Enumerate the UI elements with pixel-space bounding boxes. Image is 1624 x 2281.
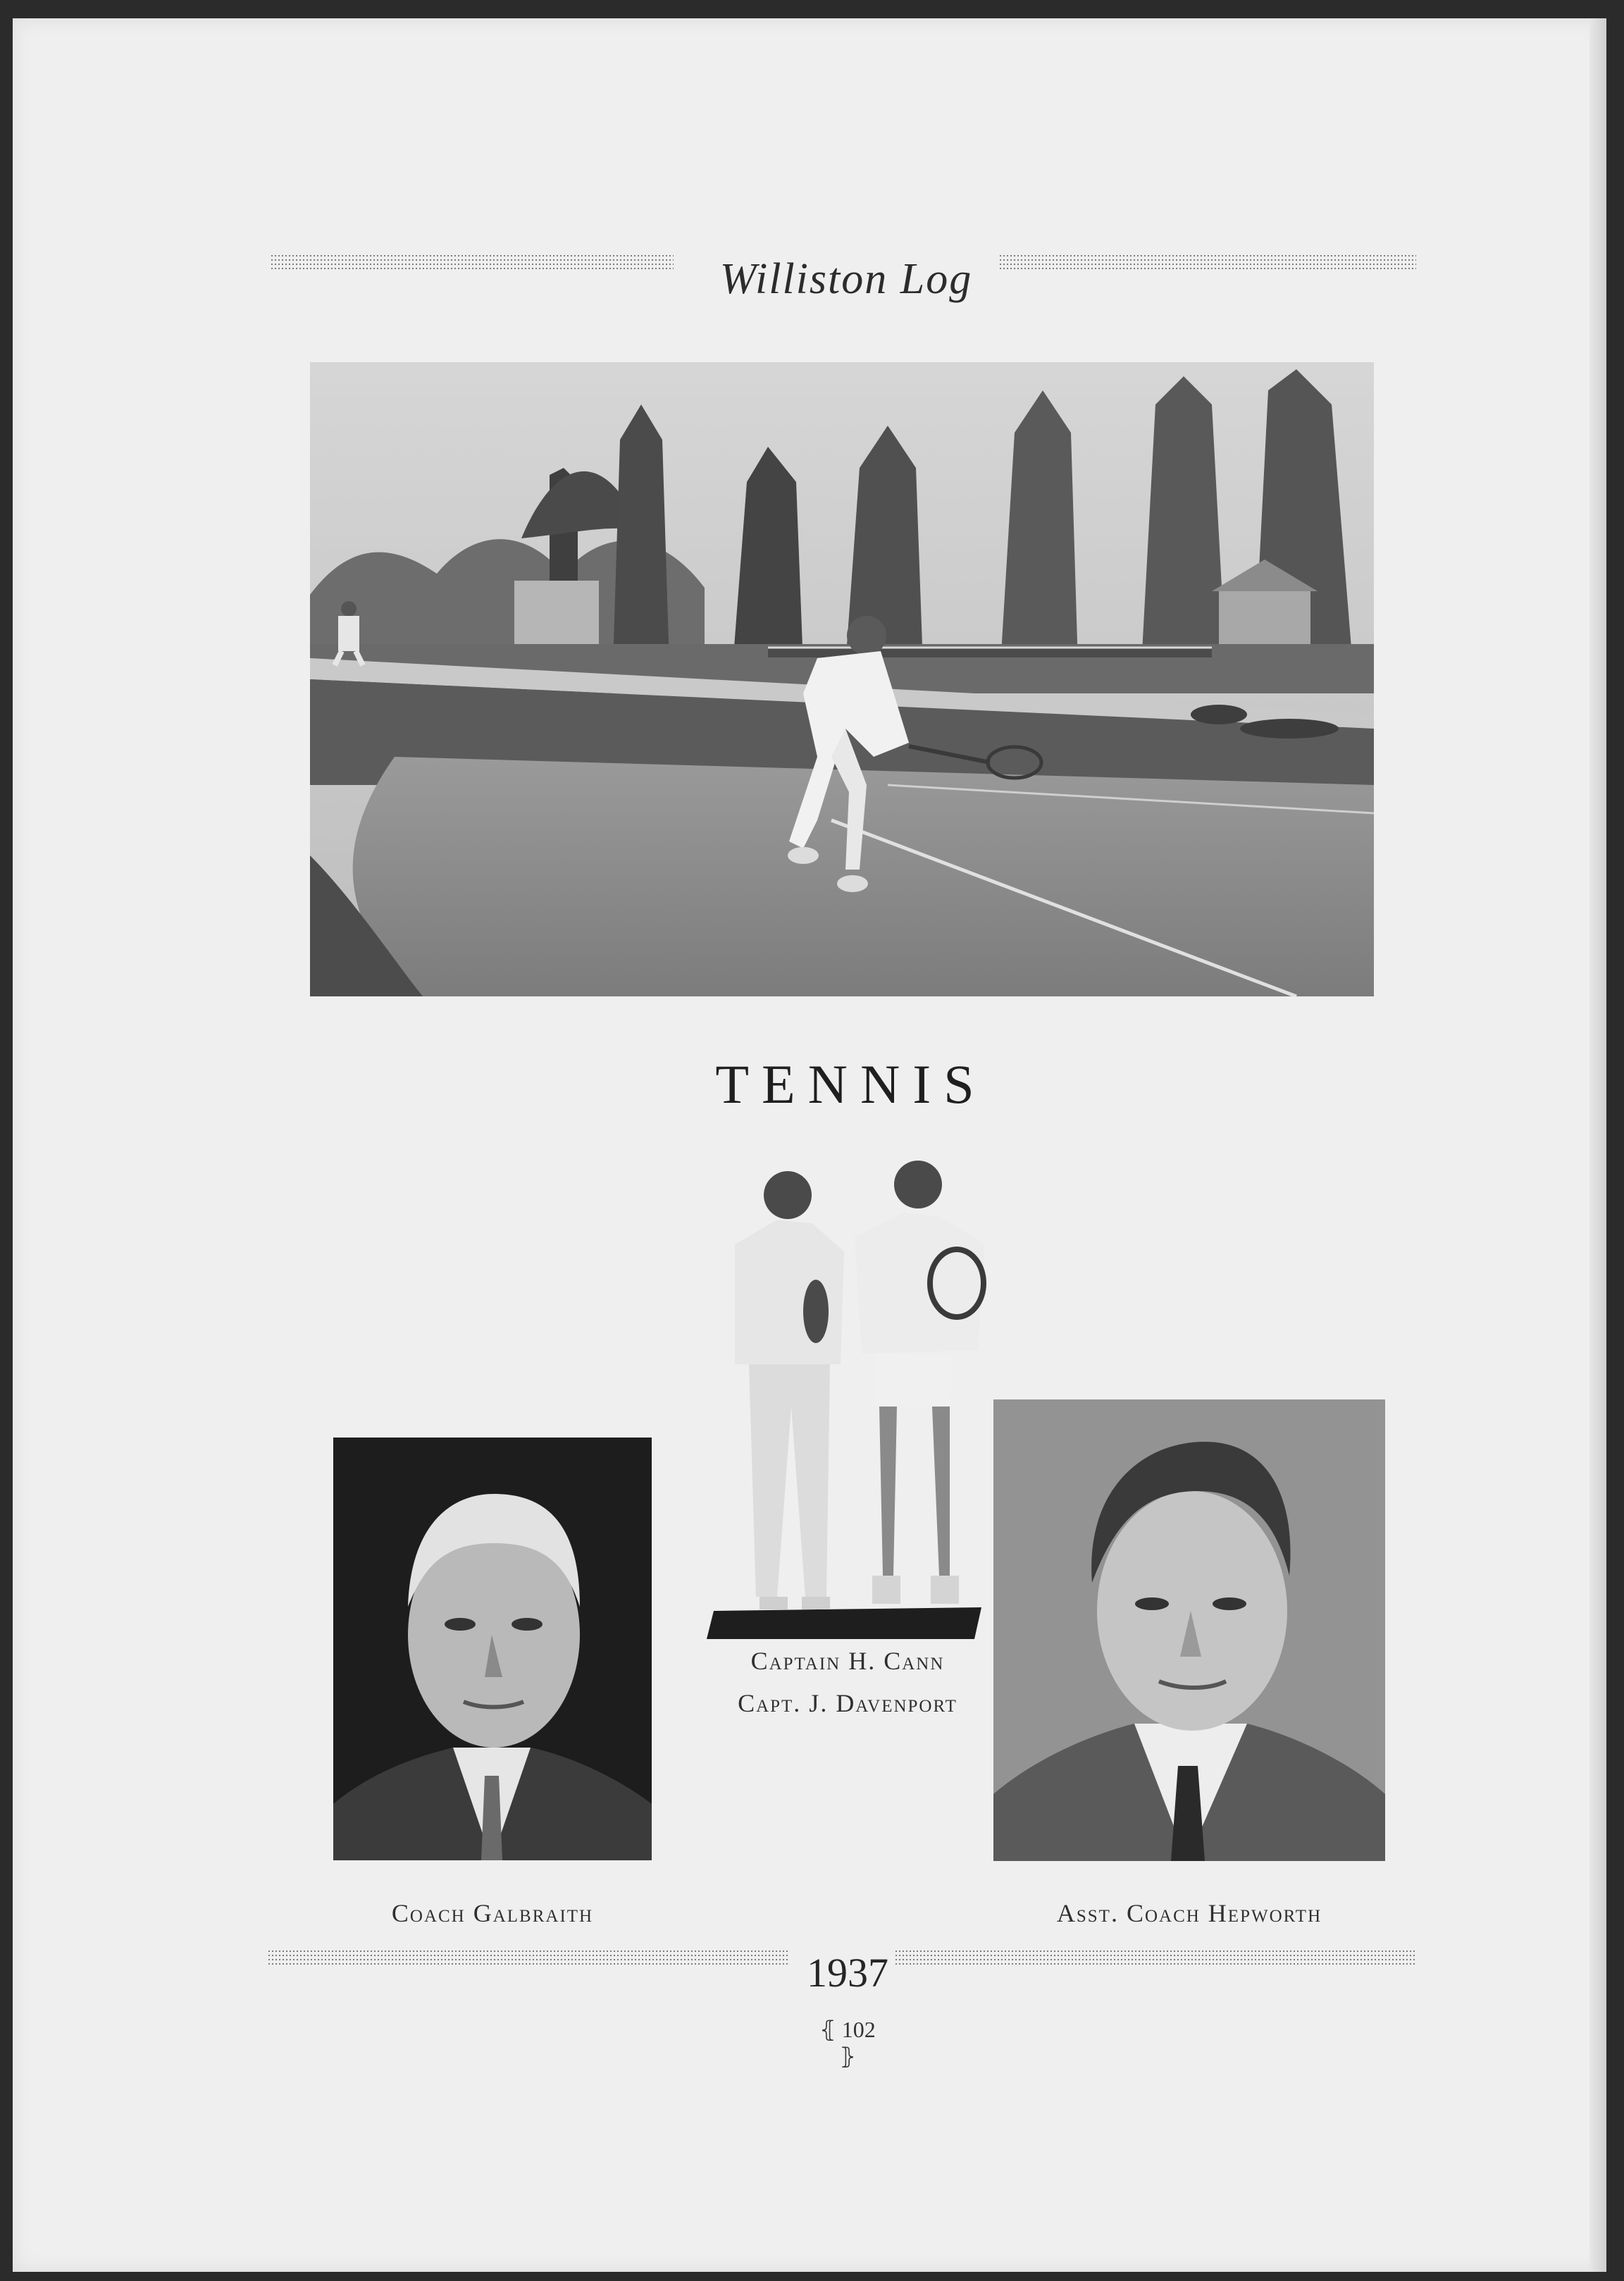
header-rule-left <box>269 255 674 271</box>
page-number-bracket-left: ⦃ <box>819 2017 836 2042</box>
page-number-value: 102 <box>841 2017 876 2042</box>
page-header-title: Williston Log <box>719 255 973 303</box>
footer-rule-left <box>266 1951 789 1966</box>
coach-hepworth-photo <box>993 1399 1385 1861</box>
section-title: TENNIS <box>715 1053 987 1115</box>
coach-galbraith-photo <box>333 1438 652 1860</box>
yearbook-page <box>13 18 1606 2272</box>
page-number-bracket-right: ⦄ <box>839 2044 856 2069</box>
tennis-action-image <box>310 362 1374 996</box>
footer-rule-right <box>893 1951 1416 1966</box>
captain-caption-1: Captain H. Cann <box>750 1647 945 1675</box>
coach-galbraith-image <box>333 1438 652 1860</box>
page-spine-shadow <box>1589 18 1606 2272</box>
header-rule-right <box>998 255 1416 271</box>
page-number <box>809 2016 886 2070</box>
captains-photo <box>707 1153 988 1639</box>
coach-right-caption: Asst. Coach Hepworth <box>1056 1899 1322 1927</box>
captains-image <box>707 1153 988 1639</box>
footer-year: 1937 <box>807 1950 888 1996</box>
captain-caption-2: Capt. J. Davenport <box>738 1689 957 1717</box>
coach-left-caption: Coach Galbraith <box>391 1899 594 1927</box>
coach-hepworth-image <box>993 1399 1385 1861</box>
tennis-action-photo <box>310 362 1374 996</box>
